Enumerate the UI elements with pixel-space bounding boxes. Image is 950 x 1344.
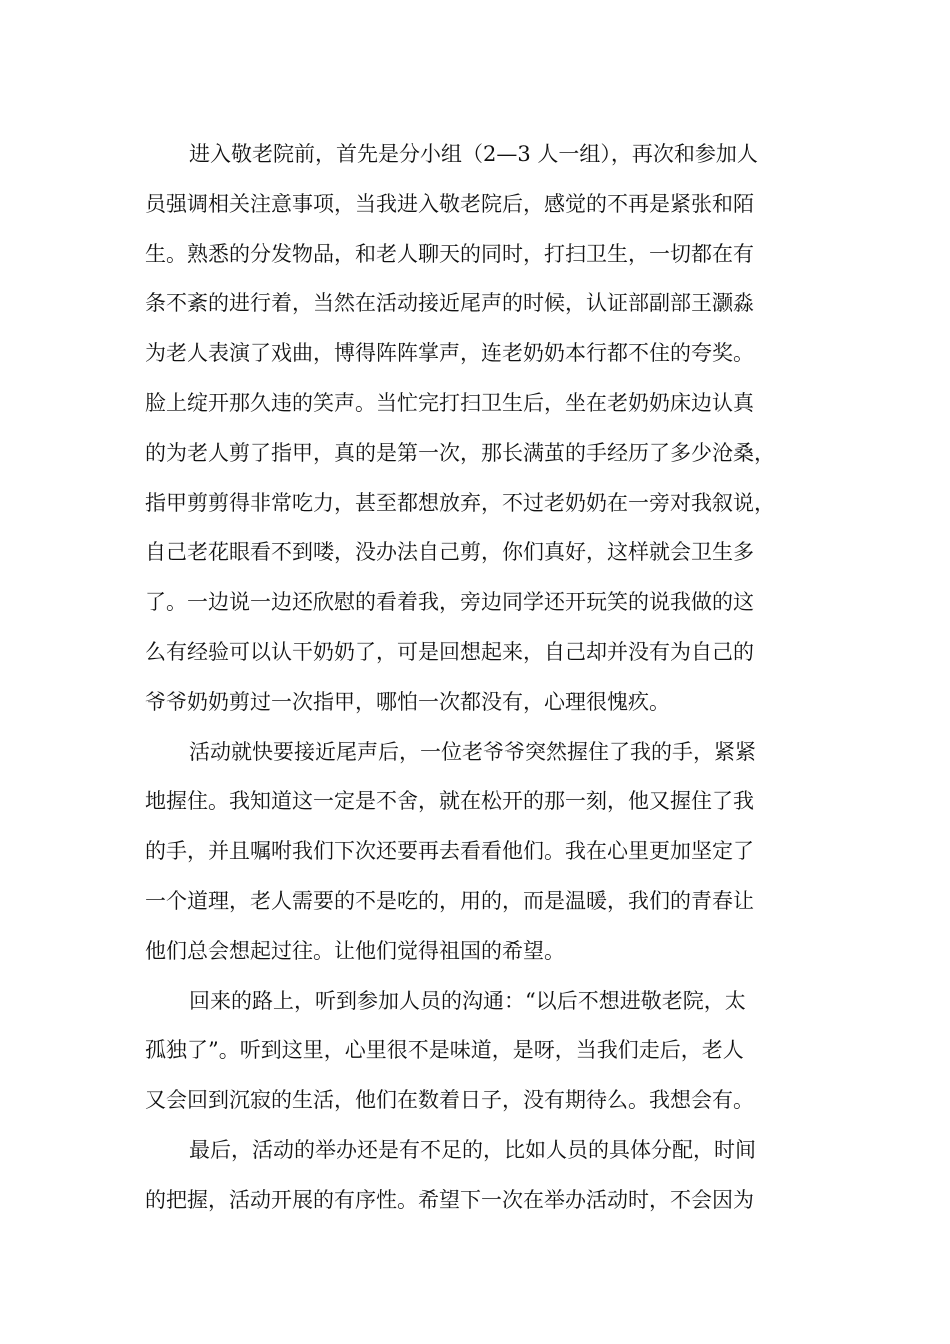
text-line: 员强调相关注意事项，当我进入敬老院后，感觉的不再是紧张和陌 <box>145 191 754 216</box>
text-line: 地握住。我知道这一定是不舍，就在松开的那一刻，他又握住了我 <box>145 789 754 814</box>
text-line: 自己老花眼看不到喽，没办法自己剪，你们真好，这样就会卫生多 <box>145 540 754 565</box>
text-line: 回来的路上，听到参加人员的沟通：“以后不想进敬老院，太 <box>189 988 746 1013</box>
text-line: 又会回到沉寂的生活，他们在数着日子，没有期待么。我想会有。 <box>145 1088 754 1113</box>
text-line: 的手，并且嘱咐我们下次还要再去看看他们。我在心里更加坚定了 <box>145 839 754 864</box>
text-line: 最后，活动的举办还是有不足的，比如人员的具体分配，时间 <box>189 1137 756 1162</box>
paragraph-1 <box>145 130 825 728</box>
text-line: 脸上绽开那久违的笑声。当忙完打扫卫生后，坐在老奶奶床边认真 <box>145 390 754 415</box>
text-line: 了。一边说一边还欣慰的看着我，旁边同学还开玩笑的说我做的这 <box>145 590 754 615</box>
text-line: 孤独了”。听到这里，心里很不是味道，是呀，当我们走后，老人 <box>145 1038 744 1063</box>
text-line: 为老人表演了戏曲，博得阵阵掌声，连老奶奶本行都不住的夸奖。 <box>145 341 754 366</box>
text-line: 他们总会想起过往。让他们觉得祖国的希望。 <box>145 938 565 963</box>
text-line: 条不紊的进行着，当然在活动接近尾声的时候，认证部副部王灏淼 <box>145 291 754 316</box>
document-body <box>145 130 825 1226</box>
paragraph-4 <box>145 1126 825 1226</box>
text-line: 生。熟悉的分发物品，和老人聊天的同时，打扫卫生，一切都在有 <box>145 241 754 266</box>
text-line: 一个道理，老人需要的不是吃的，用的，而是温暖，我们的青春让 <box>145 888 754 913</box>
text-line: 爷爷奶奶剪过一次指甲，哪怕一次都没有，心理很愧疚。 <box>145 689 670 714</box>
text-line: 指甲剪剪得非常吃力，甚至都想放弃，不过老奶奶在一旁对我叙说， <box>145 490 775 515</box>
paragraph-2 <box>145 728 825 977</box>
text-line: 么有经验可以认干奶奶了，可是回想起来，自己却并没有为自己的 <box>145 639 754 664</box>
text-line: 的把握，活动开展的有序性。希望下一次在举办活动时，不会因为 <box>145 1187 754 1212</box>
text-line: 的为老人剪了指甲，真的是第一次，那长满茧的手经历了多少沧桑， <box>145 440 775 465</box>
text-line: 进入敬老院前，首先是分小组（2—3 人一组），再次和参加人 <box>189 142 758 166</box>
text-line: 活动就快要接近尾声后，一位老爷爷突然握住了我的手，紧紧 <box>189 739 756 764</box>
paragraph-3 <box>145 977 825 1126</box>
